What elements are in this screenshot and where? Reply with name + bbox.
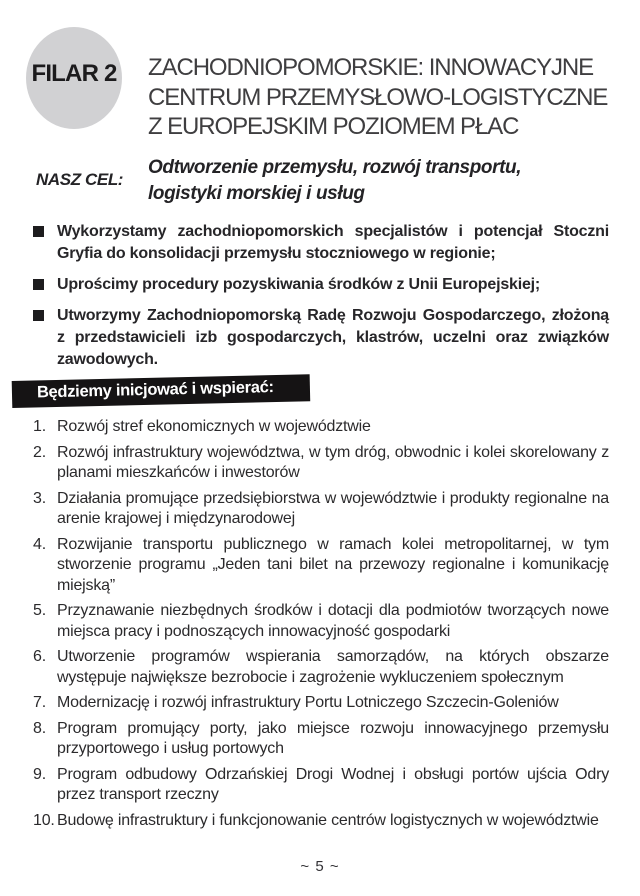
item-text: Rozwój stref ekonomicznych w województwie (57, 418, 371, 435)
initiative-item (33, 693, 609, 714)
commitment-text: Utworzymy Zachodniopomorską Radę Rozwoju Gospodarczego, złożoną z przedstawicieli izb gospodarczych, klastrów, uczelni oraz związków zawodowych. (57, 307, 609, 368)
initiative-item (33, 443, 609, 484)
goal-label: NASZ CEL: (36, 170, 124, 189)
item-text: Budowę infrastruktury i funkcjonowanie centrów logistycznych w województwie (57, 811, 599, 829)
square-bullet-icon (33, 226, 44, 237)
page-number: ~ 5 ~ (300, 858, 340, 875)
pillar-label: FILAR 2 (31, 60, 117, 87)
pillar-badge (26, 27, 122, 129)
initiatives-list (33, 417, 609, 836)
initiative-item (33, 765, 609, 806)
item-number: 8. (33, 719, 46, 737)
square-bullet-icon (33, 310, 44, 321)
item-text: Działania promujące przedsiębiorstwa w województwie i produkty regionalne na arenie krajowej i międzynarodowej (57, 489, 609, 527)
commitment-text: Uprościmy procedury pozyskiwania środków z Unii Europejskiej; (57, 276, 541, 293)
commitment-text: Wykorzystamy zachodniopomorskich specjalistów i potencjał Stoczni Gryfia do konsolidacji przemysłu stoczniowego w regionie; (57, 223, 609, 262)
section-header-label: Będziemy inicjować i wspierać: (36, 378, 274, 402)
title-line: Z EUROPEJSKIM POZIOMEM PŁAC (148, 113, 519, 140)
commitment-item (33, 221, 609, 265)
item-text: Program promujący porty, jako miejsce rozwoju innowacyjnego przemysłu przyportowego i usług portowych (57, 719, 609, 757)
commitment-item (33, 274, 609, 296)
goal-text-line: logistyki morskiej i usług (148, 183, 365, 204)
item-text: Rozwój infrastruktury województwa, w tym dróg, obwodnic i kolei skorelowany z planami mieszkańców i inwestorów (57, 443, 609, 481)
item-number: 5. (33, 602, 46, 619)
item-text: Modernizację i rozwój infrastruktury Portu Lotniczego Szczecin-Goleniów (57, 694, 559, 711)
goal-text (148, 155, 521, 207)
item-number: 6. (33, 648, 46, 665)
item-number: 9. (33, 765, 46, 783)
commitment-item (33, 305, 609, 371)
item-text: Przyznawanie niezbędnych środków i dotacji dla podmiotów tworzących nowe miejsca pracy i podnoszących innowacyjność gospodarki (57, 602, 609, 640)
goal-text-line: Odtworzenie przemysłu, rozwój transportu, (148, 157, 522, 178)
initiative-item (33, 489, 609, 530)
initiative-item (33, 647, 609, 688)
initiative-item (33, 719, 609, 760)
item-number: 3. (33, 489, 46, 507)
item-text: Program odbudowy Odrzańskiej Drogi Wodnej i obsługi portów ujścia Odry przez transport rzeczny (57, 765, 609, 803)
item-text: Rozwijanie transportu publicznego w ramach kolei metropolitarnej, w tym stworzenie programu „Jeden tani bilet na przewozy regionalne i komunikację miejską” (57, 535, 609, 594)
item-number: 4. (33, 535, 46, 553)
section-header-bar (12, 374, 311, 408)
title-line: CENTRUM PRZEMYSŁOWO-LOGISTYCZNE (148, 83, 608, 111)
page-title (148, 53, 607, 142)
commitments-list (33, 221, 609, 380)
item-number: 10. (33, 811, 55, 829)
title-line: ZACHODNIOPOMORSKIE: INNOWACYJNE (148, 54, 594, 81)
item-number: 7. (33, 694, 46, 711)
initiative-item (33, 601, 609, 642)
initiative-item (33, 417, 609, 438)
item-number: 1. (33, 418, 46, 435)
initiative-item (33, 535, 609, 597)
item-text: Utworzenie programów wspierania samorządów, na których obszarze występuje największe bezrobocie i zagrożenie wykluczeniem społecznym (57, 648, 609, 686)
item-number: 2. (33, 443, 46, 461)
initiative-item (33, 811, 609, 832)
square-bullet-icon (33, 279, 44, 290)
